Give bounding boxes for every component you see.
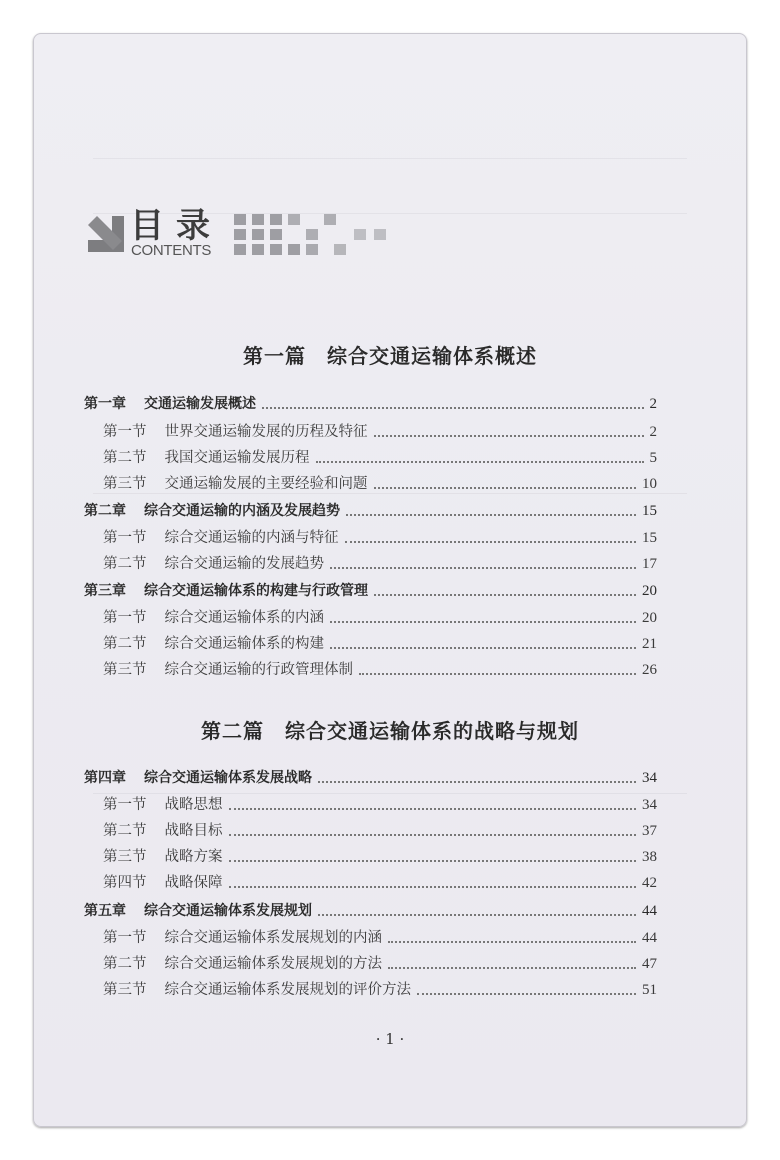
toc-section[interactable] [103,872,657,894]
page-number: 2 [649,424,657,440]
part-title: 第一篇 综合交通运输体系概述 [243,344,537,368]
decor-square [306,229,318,240]
chapter-number: 第五章 [84,903,126,919]
section-title: 综合交通运输的发展趋势 [164,556,324,572]
page-number: 51 [642,982,657,998]
chapter-number: 第二章 [84,503,126,519]
dot-leader [318,914,636,916]
decor-square [234,244,246,255]
toc-chapter[interactable] [84,393,657,415]
section-number: 第二节 [103,636,147,652]
page-number: 17 [642,556,657,572]
arrow-down-right-icon [84,212,128,256]
section-title: 综合交通运输体系的构建 [164,636,324,652]
chapter-title: 综合交通运输的内涵及发展趋势 [144,503,340,519]
page-number: 20 [642,610,657,626]
decor-square [252,244,264,255]
section-title: 交通运输发展的主要经验和问题 [164,476,368,492]
decor-square [288,244,300,255]
toc-chapter[interactable] [84,900,657,922]
section-number: 第一节 [103,930,147,946]
dot-leader [417,993,636,995]
part-title: 第二篇 综合交通运输体系的战略与规划 [201,719,579,743]
page-number: 2 [649,396,657,412]
dot-leader [374,487,637,489]
toc-section[interactable] [103,421,657,443]
dot-leader [229,834,637,836]
decor-square [288,214,300,225]
section-number: 第一节 [103,530,147,546]
toc-section[interactable] [103,794,657,816]
contents-logo [84,206,384,260]
dot-leader [229,886,637,888]
decor-square [234,214,246,225]
page-number: 37 [642,823,657,839]
dot-leader [229,808,637,810]
section-title: 战略方案 [164,849,223,865]
decor-square [234,229,246,240]
section-number: 第三节 [103,982,147,998]
chapter-title: 交通运输发展概述 [144,396,256,412]
toc-section[interactable] [103,607,657,629]
toc-section[interactable] [103,553,657,575]
page-number: 34 [642,770,657,786]
page-number: 15 [642,530,657,546]
dot-leader [345,541,637,543]
chapter-number: 第一章 [84,396,126,412]
toc-section[interactable] [103,846,657,868]
decor-square [270,214,282,225]
decor-square [354,229,366,240]
page-number: 10 [642,476,657,492]
section-number: 第一节 [103,424,147,440]
dot-leader [330,621,636,623]
section-title: 综合交通运输体系发展规划的内涵 [164,930,382,946]
section-title: 我国交通运输发展历程 [164,450,310,466]
section-number: 第一节 [103,610,147,626]
dot-leader [330,567,636,569]
chapter-title: 综合交通运输体系发展战略 [144,770,312,786]
dot-leader [388,941,636,943]
section-title: 世界交通运输发展的历程及特征 [164,424,368,440]
section-number: 第一节 [103,797,147,813]
decor-square [334,244,346,255]
toc-section[interactable] [103,820,657,842]
chapter-title: 综合交通运输体系的构建与行政管理 [144,583,368,599]
toc-section[interactable] [103,633,657,655]
section-title: 综合交通运输体系的内涵 [164,610,324,626]
page-number: 5 [649,450,657,466]
page-number: 34 [642,797,657,813]
section-number: 第四节 [103,875,147,891]
section-title: 战略思想 [164,797,223,813]
toc-section[interactable] [103,953,657,975]
dot-leader [374,594,636,596]
dot-leader [262,407,644,409]
section-title: 战略保障 [164,875,223,891]
decor-square [306,244,318,255]
page-number: 21 [642,636,657,652]
toc-section[interactable] [103,659,657,681]
section-title: 综合交通运输体系发展规划的评价方法 [164,982,411,998]
dot-leader [229,860,637,862]
section-number: 第三节 [103,662,147,678]
page-number: 42 [642,875,657,891]
chapter-number: 第四章 [84,770,126,786]
toc-chapter[interactable] [84,500,657,522]
toc-section[interactable] [103,927,657,949]
decor-square [374,229,386,240]
page-number: 26 [642,662,657,678]
page-footer-number: · 1 · [375,1030,405,1048]
decor-square [270,244,282,255]
toc-chapter[interactable] [84,767,657,789]
toc-section[interactable] [103,447,657,469]
dot-leader [316,461,644,463]
section-title: 战略目标 [164,823,223,839]
decor-square [252,214,264,225]
dot-leader [359,673,636,675]
decor-square [270,229,282,240]
decor-square [252,229,264,240]
decor-square [324,214,336,225]
section-title: 综合交通运输体系发展规划的方法 [164,956,382,972]
dot-leader [330,647,636,649]
dot-leader [318,781,636,783]
section-number: 第二节 [103,956,147,972]
section-number: 第二节 [103,823,147,839]
chapter-number: 第三章 [84,583,126,599]
toc-section[interactable] [103,527,657,549]
contents-subtitle: CONTENTS [131,242,212,259]
toc-chapter[interactable] [84,580,657,602]
chapter-title: 综合交通运输体系发展规划 [144,903,312,919]
toc-section[interactable] [103,979,657,1001]
page-number: 44 [642,903,657,919]
dot-leader [346,514,636,516]
page-number: 20 [642,583,657,599]
section-number: 第二节 [103,450,147,466]
section-number: 第二节 [103,556,147,572]
dot-leader [388,967,636,969]
section-title: 综合交通运输的内涵与特征 [164,530,339,546]
show-through-line [93,158,687,159]
section-number: 第三节 [103,476,147,492]
page-number: 38 [642,849,657,865]
contents-title: 目录 [130,206,222,246]
page-number: 44 [642,930,657,946]
page-number: 47 [642,956,657,972]
dot-leader [374,435,644,437]
page-number: 15 [642,503,657,519]
section-number: 第三节 [103,849,147,865]
section-title: 综合交通运输的行政管理体制 [164,662,353,678]
toc-section[interactable] [103,473,657,495]
